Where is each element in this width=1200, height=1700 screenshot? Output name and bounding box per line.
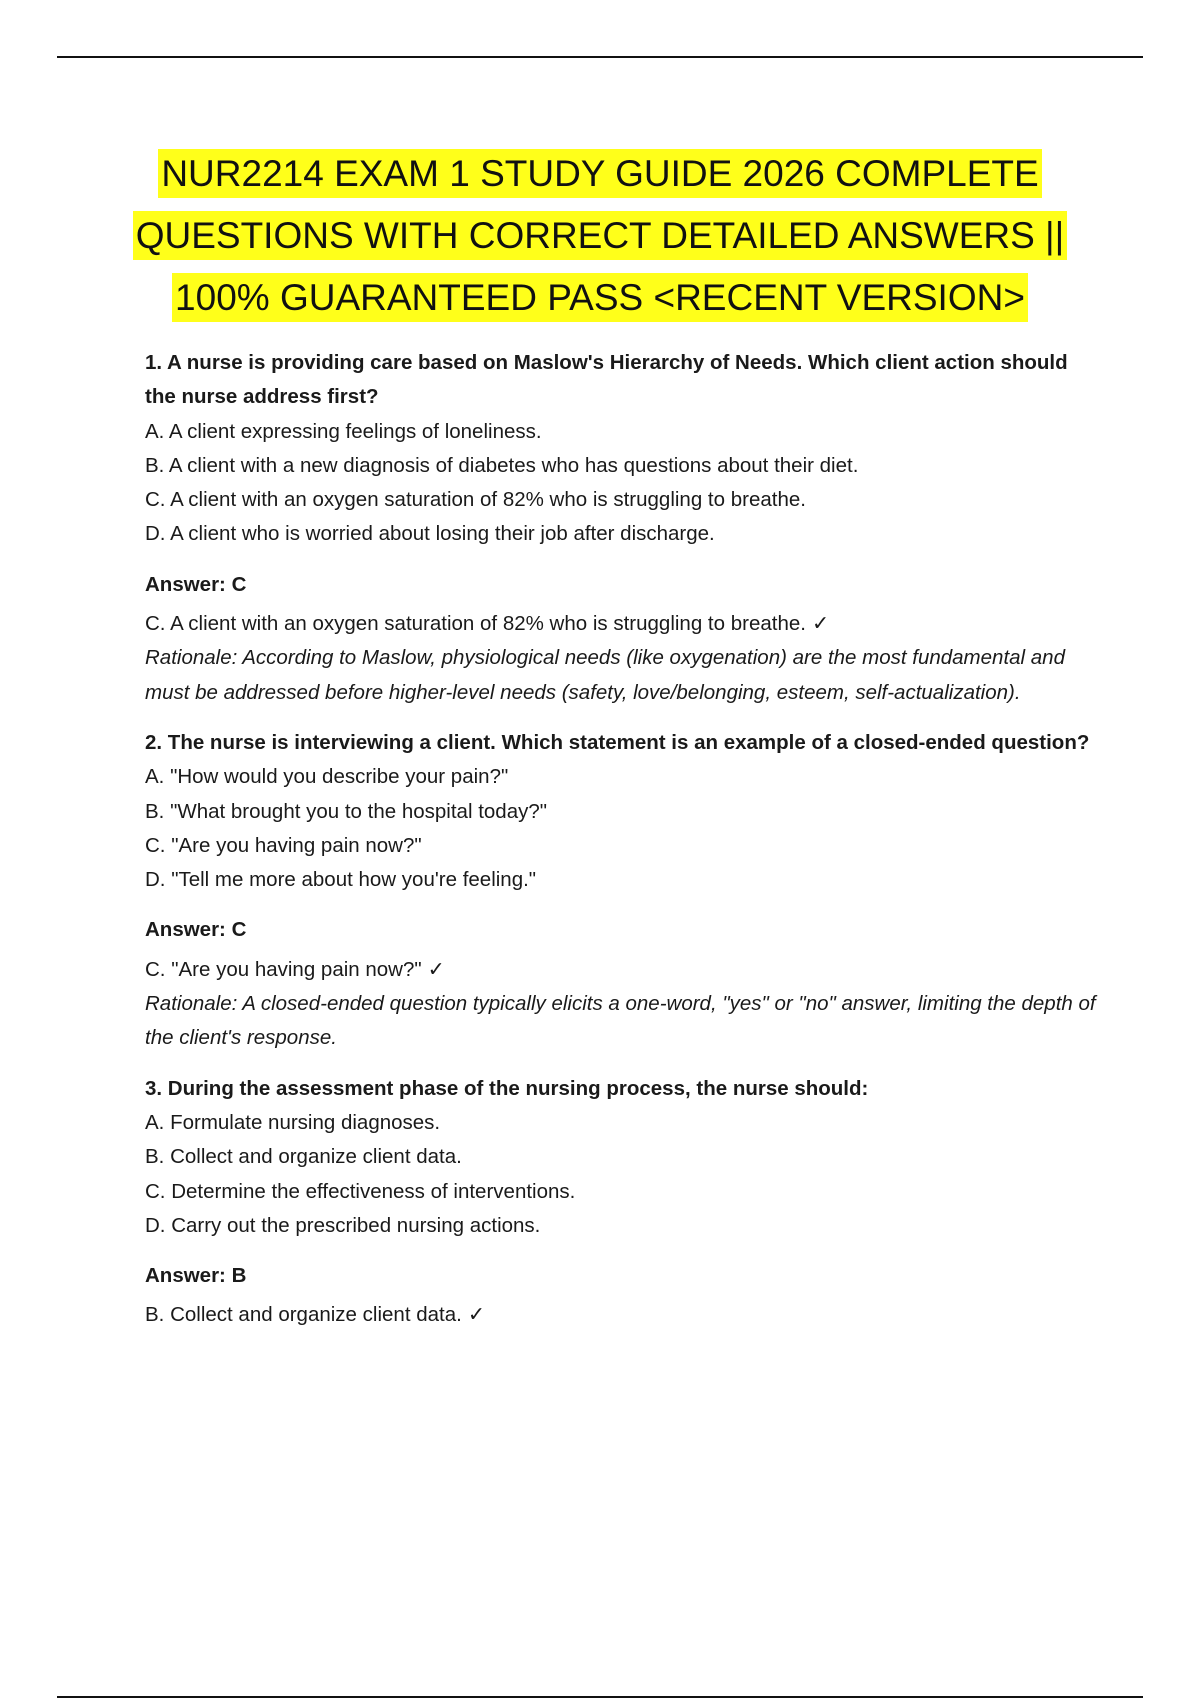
answer-label: Answer: C [145, 918, 247, 942]
answer-line [145, 952, 1100, 987]
answer-line [145, 606, 1100, 641]
answer-label: Answer: C [145, 572, 247, 596]
option-c: C. A client with an oxygen saturation of 82% who is struggling to breathe. [145, 488, 806, 512]
question-text: 2. The nurse is interviewing a client. Which statement is an example of a closed-ended question? [145, 730, 1090, 754]
checkmark-icon: ✓ [427, 956, 445, 981]
title-line-3: 100% GUARANTEED PASS <RECENT VERSION> [172, 273, 1028, 322]
option-d: D. A client who is worried about losing their job after discharge. [145, 522, 715, 546]
answer-text: C. A client with an oxygen saturation of 82% who is struggling to breathe. [145, 612, 806, 636]
title-line-2: QUESTIONS WITH CORRECT DETAILED ANSWERS || [133, 211, 1068, 260]
checkmark-icon: ✓ [467, 1302, 485, 1327]
option-a: A. A client expressing feelings of loneliness. [145, 419, 542, 443]
rationale-text: Rationale: According to Maslow, physiological needs (like oxygenation) are the most fundamental and must be addressed before higher-level needs (safety, love/belonging, esteem, self-actualization). [145, 646, 1065, 704]
answer-text: B. Collect and organize client data. [145, 1303, 462, 1327]
answer-text: C. "Are you having pain now?" [145, 957, 422, 981]
option-d: D. "Tell me more about how you're feeling." [145, 868, 537, 892]
question-block-2 [145, 726, 1100, 1056]
question-block-3 [145, 1072, 1100, 1333]
bottom-rule [57, 1696, 1143, 1698]
question-block-1 [145, 346, 1100, 710]
question-text: 1. A nurse is providing care based on Maslow's Hierarchy of Needs. Which client action should the nurse address first? [145, 351, 1068, 409]
document-title [100, 143, 1100, 329]
option-b: B. A client with a new diagnosis of diabetes who has questions about their diet. [145, 453, 859, 477]
option-a: A. "How would you describe your pain?" [145, 765, 509, 789]
option-b: B. "What brought you to the hospital today?" [145, 799, 548, 823]
option-a: A. Formulate nursing diagnoses. [145, 1110, 441, 1134]
checkmark-icon: ✓ [811, 611, 830, 636]
answer-label: Answer: B [145, 1264, 247, 1288]
option-d: D. Carry out the prescribed nursing actions. [145, 1213, 541, 1237]
answer-line [145, 1297, 1100, 1332]
rationale-text: Rationale: A closed-ended question typically elicits a one-word, "yes" or "no" answer, limiting the depth of the client's response. [145, 992, 1096, 1050]
question-text: 3. During the assessment phase of the nursing process, the nurse should: [145, 1076, 869, 1100]
questions-list [145, 346, 1100, 1349]
option-c: C. Determine the effectiveness of interventions. [145, 1179, 576, 1203]
title-line-1: NUR2214 EXAM 1 STUDY GUIDE 2026 COMPLETE [158, 149, 1041, 198]
top-rule [57, 56, 1143, 58]
option-c: C. "Are you having pain now?" [145, 833, 422, 857]
option-b: B. Collect and organize client data. [145, 1145, 462, 1169]
